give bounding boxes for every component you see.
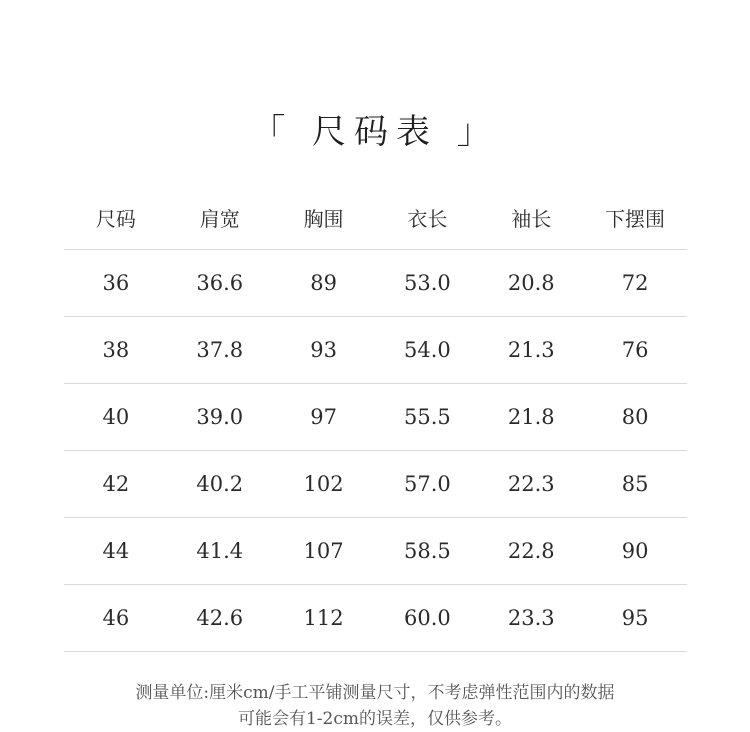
- table-row: [64, 585, 687, 652]
- cell-length: 57.0: [375, 451, 479, 518]
- cell-hem: 80: [583, 384, 687, 451]
- cell-size: 42: [64, 451, 168, 518]
- cell-sleeve-length: 22.8: [479, 518, 583, 585]
- cell-hem: 90: [583, 518, 687, 585]
- cell-sleeve-length: 20.8: [479, 250, 583, 317]
- cell-size: 40: [64, 384, 168, 451]
- cell-size: 36: [64, 250, 168, 317]
- cell-chest: 112: [272, 585, 376, 652]
- cell-sleeve-length: 23.3: [479, 585, 583, 652]
- header-hem: 下摆围: [583, 186, 687, 250]
- table-row: [64, 317, 687, 384]
- cell-length: 58.5: [375, 518, 479, 585]
- cell-hem: 85: [583, 451, 687, 518]
- cell-sleeve-length: 21.8: [479, 384, 583, 451]
- cell-sleeve-length: 21.3: [479, 317, 583, 384]
- cell-size: 38: [64, 317, 168, 384]
- header-shoulder-width: 肩宽: [168, 186, 272, 250]
- cell-length: 60.0: [375, 585, 479, 652]
- measurement-note: [0, 680, 750, 732]
- table-row: [64, 451, 687, 518]
- page-title: 「 尺码表 」: [251, 112, 499, 152]
- table-header-row: [64, 186, 687, 250]
- cell-shoulder-width: 42.6: [168, 585, 272, 652]
- table-row: [64, 518, 687, 585]
- note-line-1: 测量单位:厘米cm/手工平铺测量尺寸，不考虑弹性范围内的数据: [135, 683, 615, 703]
- cell-chest: 107: [272, 518, 376, 585]
- cell-size: 44: [64, 518, 168, 585]
- table-row: [64, 384, 687, 451]
- cell-chest: 102: [272, 451, 376, 518]
- header-size: 尺码: [64, 186, 168, 250]
- cell-shoulder-width: 39.0: [168, 384, 272, 451]
- cell-shoulder-width: 40.2: [168, 451, 272, 518]
- cell-chest: 97: [272, 384, 376, 451]
- cell-hem: 76: [583, 317, 687, 384]
- cell-length: 53.0: [375, 250, 479, 317]
- size-chart-table: [64, 186, 687, 652]
- cell-shoulder-width: 36.6: [168, 250, 272, 317]
- header-chest: 胸围: [272, 186, 376, 250]
- cell-shoulder-width: 41.4: [168, 518, 272, 585]
- cell-chest: 93: [272, 317, 376, 384]
- cell-chest: 89: [272, 250, 376, 317]
- cell-sleeve-length: 22.3: [479, 451, 583, 518]
- cell-shoulder-width: 37.8: [168, 317, 272, 384]
- cell-hem: 95: [583, 585, 687, 652]
- note-line-2: 可能会有1-2cm的误差，仅供参考。: [237, 709, 513, 729]
- cell-hem: 72: [583, 250, 687, 317]
- cell-size: 46: [64, 585, 168, 652]
- cell-length: 55.5: [375, 384, 479, 451]
- header-length: 衣长: [375, 186, 479, 250]
- cell-length: 54.0: [375, 317, 479, 384]
- table-row: [64, 250, 687, 317]
- header-sleeve-length: 袖长: [479, 186, 583, 250]
